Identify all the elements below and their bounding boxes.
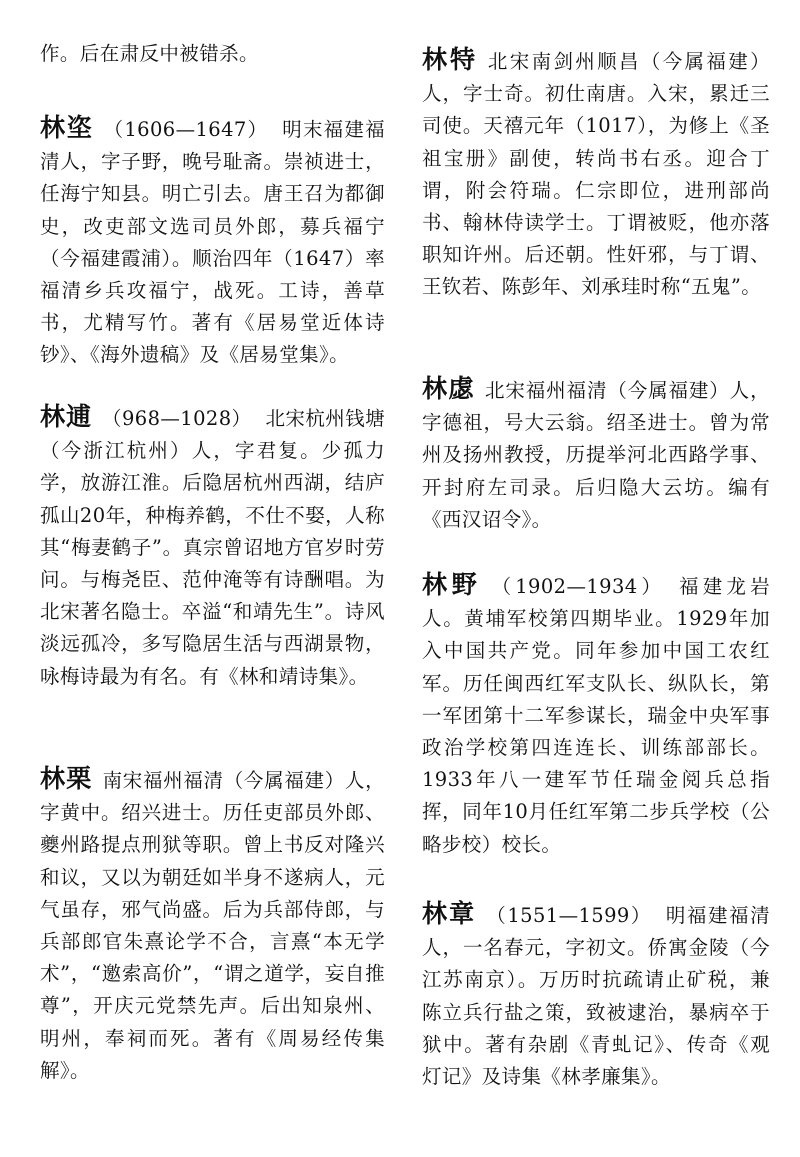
- entry-headword: 林栗: [40, 764, 93, 793]
- entry-headword: 林特: [422, 45, 478, 74]
- entry-body: 北宋杭州钱塘（今浙江杭州）人，字君复。少孤力学，放游江淮。后隐居杭州西湖，结庐孤山20年，种梅养鹤，不仕不娶，人称其“梅妻鹤子”。真宗曾诏地方官岁时劳问。与梅尧臣、范仲淹等有诗酬唱。为北宋著名隐士。卒溢“和靖先生”。诗风淡远孤冷，多写隐居生活与西湖景物，咏梅诗最为有名。有《林和靖诗集》。: [40, 407, 385, 688]
- entry-lin-yu: [40, 112, 385, 372]
- entry-years: （1606—1647）: [103, 118, 269, 141]
- entry-lin-te: [422, 44, 770, 304]
- entry-headword: 林垐: [40, 113, 94, 142]
- entry-lin-li: [40, 763, 385, 1087]
- entry-body: 北宋南剑州顺昌（今属福建）人，字士奇。初仕南唐。入宋，累迁三司使。天禧元年（1017），为修上《圣祖宝册》副使，转尚书右丞。迎合丁谓，附会符瑞。仁宗即位，进刑部尚书、翰林侍读学士。丁谓被贬，他亦落职知许州。后还朝。性奸邪，与丁谓、王钦若、陈彭年、刘承珪时称“五鬼”。: [422, 50, 770, 299]
- entry-years: （968—1028）: [102, 407, 252, 430]
- entry-years: （1902—1934）: [491, 575, 666, 598]
- entry-years: （1551—1599）: [486, 904, 652, 927]
- continuation-entry: [40, 38, 385, 70]
- entry-headword: 林逋: [40, 402, 93, 431]
- entry-headword: 林野: [422, 570, 482, 599]
- entry-body: 南宋福州福清（今属福建）人，字黄中。绍兴进士。历任吏部员外郎、夔州路提点刑狱等职。曾上书反对隆兴和议，又以为朝廷如半身不遂病人，元气虽存，邪气尚盛。后为兵部侍郎，与兵部郎官朱熹论学不合，言熹“本无学术”，“邀索高价”，“谓之道学，妄自推尊”，开庆元党禁先声。后出知泉州、明州，奉祠而死。著有《周易经传集解》。: [40, 769, 385, 1082]
- entry-lin-zhang: [422, 898, 770, 1093]
- entry-lin-bu: [40, 401, 385, 693]
- entry-body: 明福建福清人，一名春元，字初文。侨寓金陵（今江苏南京）。万历时抗疏请止矿税，兼陈立兵行盐之策，致被逮治，暴病卒于狱中。著有杂剧《青虬记》、传奇《观灯记》及诗集《林孝廉集》。: [422, 904, 770, 1089]
- continuation-text: 作。后在肃反中被错杀。: [40, 42, 259, 65]
- entry-lin-fu: [422, 373, 770, 536]
- entry-body: 明末福建福清人，字子野，晚号耻斋。崇祯进士，任海宁知县。明亡引去。唐王召为都御史，改吏部文选司员外郎，募兵福宁（今福建霞浦）。顺治四年（1647）率福清乡兵攻福宁，战死。工诗，善草书，尤精写竹。著有《居易堂近体诗钞》、《海外遗稿》及《居易堂集》。: [40, 118, 385, 367]
- entry-headword: 林虙: [422, 374, 475, 403]
- entry-lin-ye: [422, 569, 770, 861]
- entry-body: 福建龙岩人。黄埔军校第四期毕业。1929年加入中国共产党。同年参加中国工农红军。历任闽西红军支队长、纵队长，第一军团第十二军参谋长，瑞金中央军事政治学校第四连连长、训练部部长。1933年八一建军节任瑞金阅兵总指挥，同年10月任红军第二步兵学校（公略步校）校长。: [422, 575, 770, 856]
- entry-body: 北宋福州福清（今属福建）人，字德祖，号大云翁。绍圣进士。曾为常州及扬州教授，历提举河北西路学事、开封府左司录。后归隐大云坊。编有《西汉诏令》。: [422, 379, 770, 531]
- entry-headword: 林章: [422, 899, 477, 928]
